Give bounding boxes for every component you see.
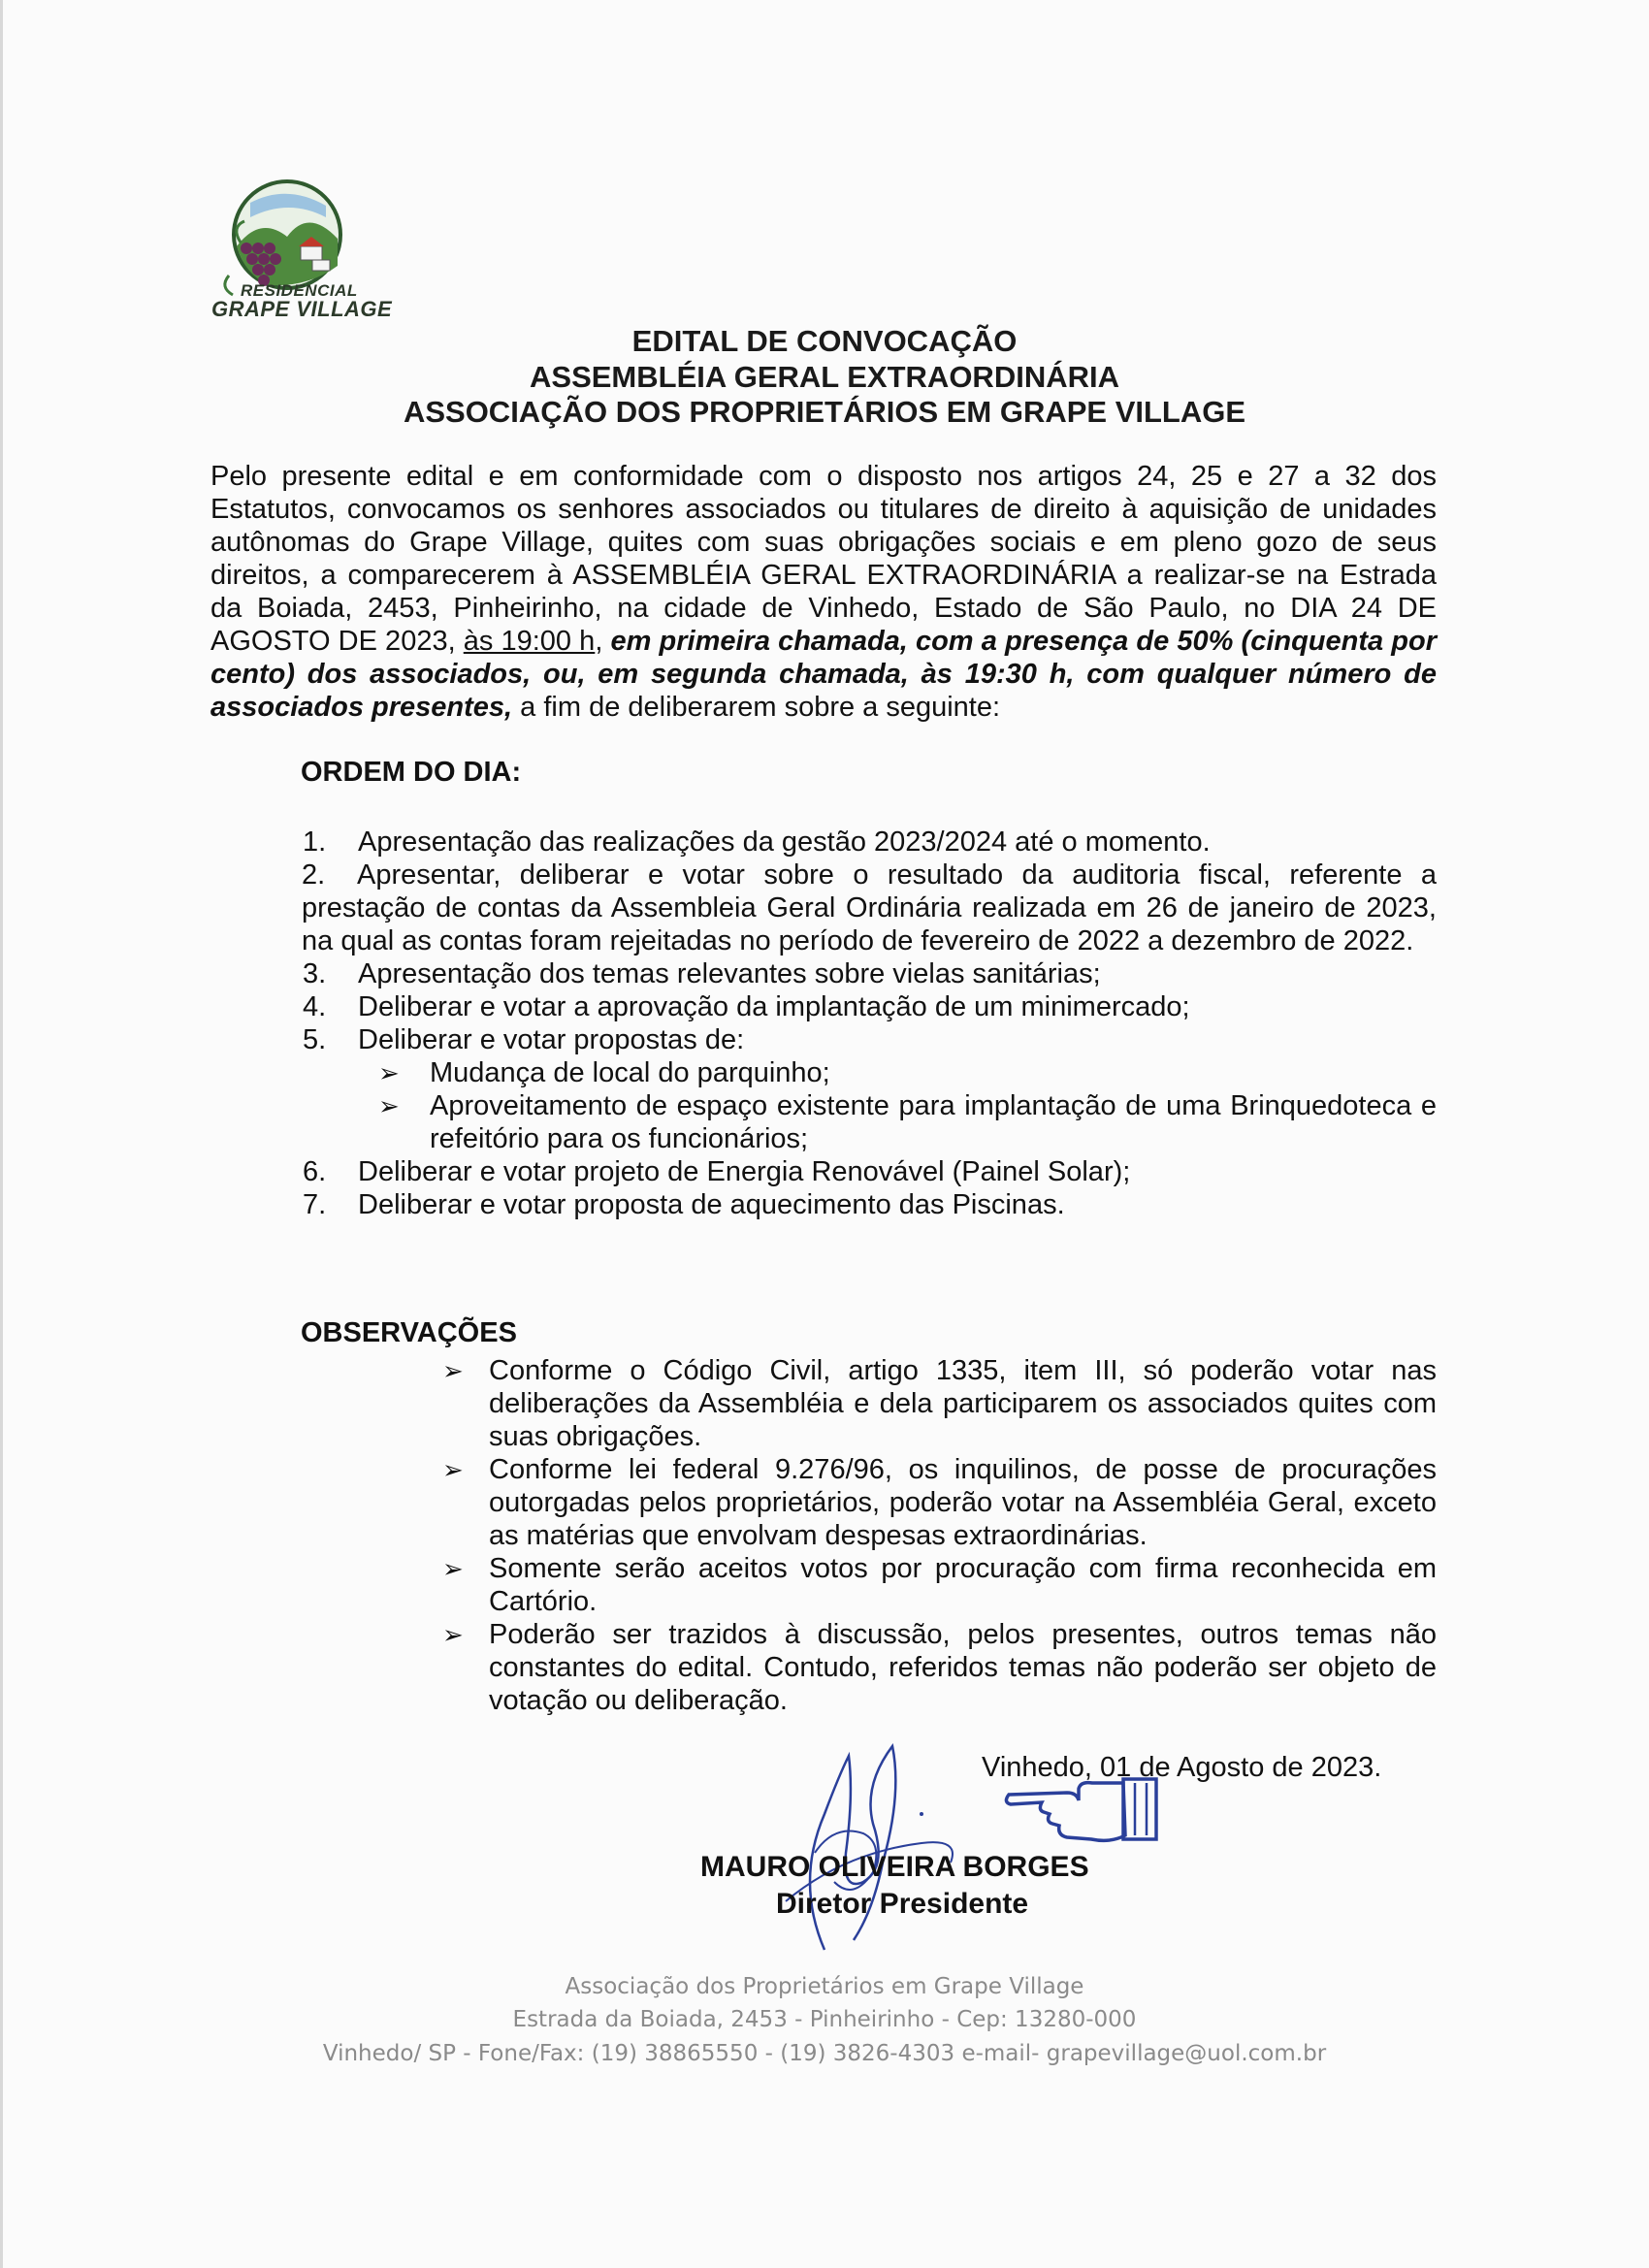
agenda-item-text: Apresentação das realizações da gestão 2023/2024 até o momento. <box>358 826 1211 858</box>
arrow-bullet-icon: ➢ <box>442 1455 464 1484</box>
signatory-name: MAURO OLIVEIRA BORGES <box>700 1851 1089 1883</box>
signature-date: Vinhedo, 01 de Agosto de 2023. <box>982 1752 1382 1783</box>
agenda-item-number: 4. <box>303 991 327 1022</box>
agenda-item-number: 7. <box>303 1189 327 1220</box>
agenda-subitem-text: Aproveitamento de espaço existente para implantação de uma Brinquedoteca e refeitório para os funcionários; <box>430 1090 1437 1154</box>
agenda-item-number: 2. <box>302 859 326 891</box>
title-assembleia: ASSEMBLÉIA GERAL EXTRAORDINÁRIA <box>530 360 1119 394</box>
agenda-item <box>303 1155 1437 1188</box>
observacao-text: Conforme lei federal 9.276/96, os inquilinos, de posse de procurações outorgadas pelos proprietários, poderão votar na Assembléia Geral, exceto as matérias que envolvam despesas extraordinárias. <box>489 1454 1437 1551</box>
observacoes-title: OBSERVAÇÕES <box>301 1317 517 1348</box>
observacao-item <box>442 1354 1437 1453</box>
arrow-bullet-icon: ➢ <box>442 1620 464 1649</box>
agenda-item <box>303 1188 1437 1221</box>
agenda-item-number: 6. <box>303 1156 327 1187</box>
intro-text-2: , <box>595 626 611 657</box>
observacao-text: Poderão ser trazidos à discussão, pelos presentes, outros temas não constantes do edital. Contudo, referidos temas não poderão ser objeto de votação ou deliberação. <box>489 1619 1437 1716</box>
observacao-item <box>442 1618 1437 1717</box>
logo-text-grape-village: GRAPE VILLAGE <box>211 297 393 321</box>
agenda-list <box>303 826 1437 1221</box>
intro-text-1: Pelo presente edital e em conformidade com o disposto nos artigos 24, 25 e 27 a 32 dos Estatutos, convocamos os senhores associados ou titulares de direito à aquisição de unidades autônomas do Grape Village, quites com suas obrigações sociais e em pleno gozo de seus direitos, a comparecerem à ASSEMBLÉIA GERAL EXTRAORDINÁRIA a realizar-se na Estrada da Boiada, 2453, Pinheirinho, na cidade de Vinhedo, Estado de São Paulo, no DIA 24 DE AGOSTO DE 2023, <box>210 461 1437 657</box>
intro-time: às 19:00 h <box>463 626 596 657</box>
agenda-item-number: 1. <box>303 826 327 858</box>
logo-text-residencial: RESIDENCIAL <box>241 281 358 300</box>
arrow-bullet-icon: ➢ <box>442 1356 464 1385</box>
arrow-bullet-icon: ➢ <box>378 1091 400 1120</box>
intro-text-3: a fim de deliberarem sobre a seguinte: <box>512 692 1001 723</box>
ordem-do-dia-title: ORDEM DO DIA: <box>301 757 522 788</box>
observacao-item <box>442 1453 1437 1552</box>
agenda-item <box>302 859 1437 957</box>
agenda-item-text: Apresentar, deliberar e votar sobre o resultado da auditoria fiscal, referente a prestação de contas da Assembleia Geral Ordinária realizada em 26 de janeiro de 2023, na qual as contas foram rejeitadas no período de fevereiro de 2022 a dezembro de 2022. <box>302 859 1437 956</box>
agenda-subitem-text: Mudança de local do parquinho; <box>430 1057 830 1088</box>
agenda-item-text: Deliberar e votar projeto de Energia Renovável (Painel Solar); <box>358 1156 1131 1187</box>
agenda-item-number: 5. <box>303 1024 327 1055</box>
pointing-hand-icon <box>999 1775 1164 1853</box>
agenda-item <box>303 826 1437 859</box>
arrow-bullet-icon: ➢ <box>378 1058 400 1087</box>
signatory-role: Diretor Presidente <box>776 1888 1029 1920</box>
observacao-item <box>442 1552 1437 1618</box>
agenda-subitem <box>303 1089 1437 1155</box>
agenda-item-text: Deliberar e votar proposta de aquecimento das Piscinas. <box>358 1189 1065 1220</box>
agenda-item <box>303 957 1437 990</box>
observacoes-list <box>442 1354 1437 1717</box>
intro-paragraph <box>210 460 1437 724</box>
agenda-item <box>303 990 1437 1023</box>
footer-association: Associação dos Proprietários em Grape Village <box>565 1974 1084 1999</box>
agenda-subitem <box>303 1056 1437 1089</box>
handwritten-signature-icon <box>757 1736 980 1960</box>
footer-contact: Vinhedo/ SP - Fone/Fax: (19) 38865550 - (19) 3826-4303 e-mail- grapevillage@uol.com.br <box>322 2041 1327 2066</box>
agenda-item-number: 3. <box>303 958 327 989</box>
observacao-text: Conforme o Código Civil, artigo 1335, item III, só poderão votar nas deliberações da Assembléia e dela participarem os associados quites com suas obrigações. <box>489 1355 1437 1452</box>
agenda-item-text: Apresentação dos temas relevantes sobre vielas sanitárias; <box>358 958 1101 989</box>
arrow-bullet-icon: ➢ <box>442 1554 464 1583</box>
title-edital: EDITAL DE CONVOCAÇÃO <box>631 324 1018 358</box>
agenda-item-text: Deliberar e votar a aprovação da implantação de um minimercado; <box>358 991 1190 1022</box>
agenda-item <box>303 1023 1437 1056</box>
intro-bold-italic: em primeira chamada, com a presença de 50% (cinquenta por cento) dos associados, ou, em segunda chamada, às 19:30 h, com qualquer número de associados presentes, <box>210 626 1437 723</box>
footer-address: Estrada da Boiada, 2453 - Pinheirinho - Cep: 13280-000 <box>512 2007 1137 2032</box>
agenda-item-text: Deliberar e votar propostas de: <box>358 1024 745 1055</box>
observacao-text: Somente serão aceitos votos por procuração com firma reconhecida em Cartório. <box>489 1553 1437 1617</box>
title-associacao: ASSOCIAÇÃO DOS PROPRIETÁRIOS EM GRAPE VILLAGE <box>403 395 1246 429</box>
